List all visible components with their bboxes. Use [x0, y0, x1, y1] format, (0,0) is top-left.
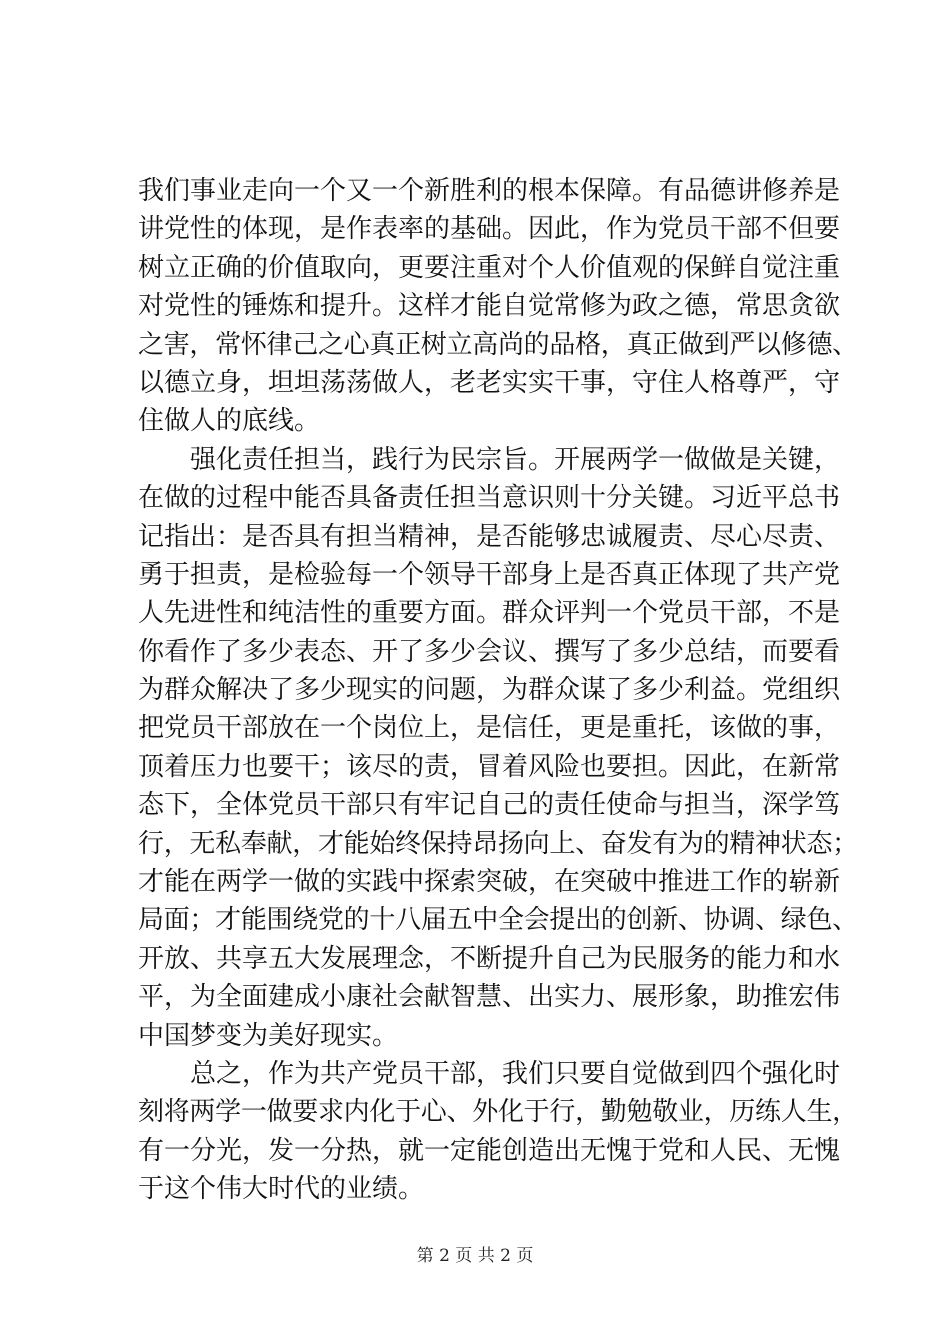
text-line: 为群众解决了多少现实的问题，为群众谋了多少利益。党组织: [138, 675, 841, 706]
text-line: 树立正确的价值取向，更要注重对个人价值观的保鲜自觉注重: [138, 252, 841, 283]
text-line: 人先进性和纯洁性的重要方面。群众评判一个党员干部，不是: [138, 598, 841, 629]
text-line: 我们事业走向一个又一个新胜利的根本保障。有品德讲修养是: [138, 176, 841, 206]
text-line: 住做人的底线。: [138, 406, 321, 437]
text-line: 中国梦变为美好现实。: [138, 1020, 399, 1051]
text-line: 总之，作为共产党员干部，我们只要自觉做到四个强化时: [138, 1058, 841, 1089]
text-line: 顶着压力也要干；该尽的责，冒着风险也要担。因此，在新常: [138, 751, 841, 782]
text-line: 开放、共享五大发展理念，不断提升自己为民服务的能力和水: [138, 943, 841, 974]
text-line: 对党性的锤炼和提升。这样才能自觉常修为政之德，常思贪欲: [138, 291, 841, 322]
text-line: 记指出：是否具有担当精神，是否能够忠诚履责、尽心尽责、: [138, 521, 841, 552]
text-line: 有一分光，发一分热，就一定能创造出无愧于党和人民、无愧: [138, 1135, 841, 1166]
text-line: 局面；才能围绕党的十八届五中全会提出的创新、协调、绿色、: [138, 905, 858, 936]
text-line: 平，为全面建成小康社会献智慧、出实力、展形象，助推宏伟: [138, 982, 841, 1013]
page-footer: 第 2 页 共 2 页: [416, 1246, 534, 1266]
text-line: 把党员干部放在一个岗位上，是信任，更是重托，该做的事，: [138, 713, 841, 744]
text-line: 强化责任担当，践行为民宗旨。开展两学一做做是关键，: [138, 444, 841, 475]
text-line: 刻将两学一做要求内化于心、外化于行，勤勉敬业，历练人生，: [138, 1097, 858, 1128]
text-line: 于这个伟大时代的业绩。: [138, 1174, 425, 1205]
text-line: 你看作了多少表态、开了多少会议、撰写了多少总结，而要看: [138, 636, 841, 667]
text-line: 在做的过程中能否具备责任担当意识则十分关键。习近平总书: [138, 483, 841, 514]
text-line: 之害，常怀律己之心真正树立高尚的品格，真正做到严以修德、: [138, 329, 858, 360]
text-line: 才能在两学一做的实践中探索突破，在突破中推进工作的崭新: [138, 867, 841, 898]
text-line: 行，无私奉献，才能始终保持昂扬向上、奋发有为的精神状态；: [138, 828, 858, 859]
text-line: 勇于担责，是检验每一个领导干部身上是否真正体现了共产党: [138, 559, 841, 590]
text-line: 以德立身，坦坦荡荡做人，老老实实干事，守住人格尊严，守: [138, 367, 841, 398]
text-line: 态下，全体党员干部只有牢记自己的责任使命与担当，深学笃: [138, 790, 841, 821]
text-line: 讲党性的体现，是作表率的基础。因此，作为党员干部不但要: [138, 214, 841, 245]
document-body: [138, 172, 858, 1209]
